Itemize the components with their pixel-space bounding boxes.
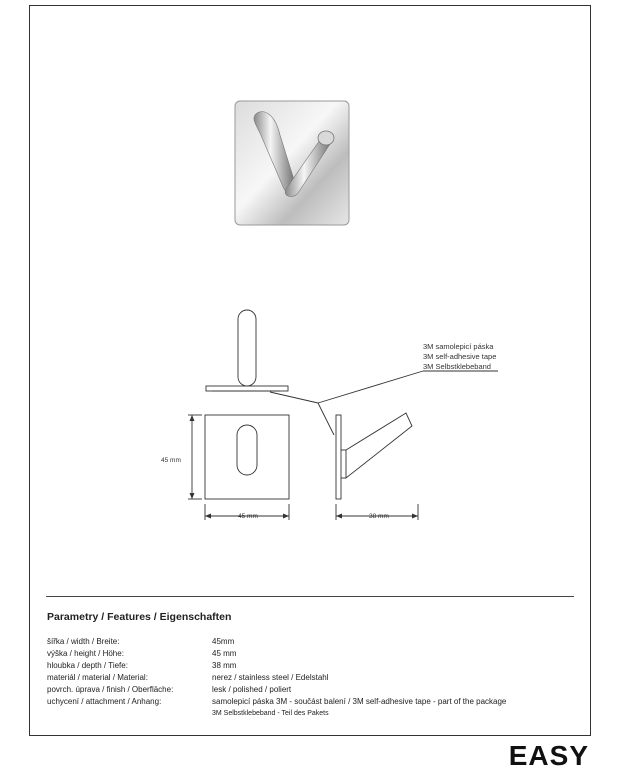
feature-value-finish: lesk / polished / poliert [212, 685, 292, 694]
tape-label-en: 3M self-adhesive tape [423, 352, 497, 361]
tape-label-de: 3M Selbstklebeband [423, 362, 491, 371]
plate-top-view [206, 386, 288, 391]
feature-value-height: 45 mm [212, 649, 237, 658]
section-divider [46, 596, 574, 597]
dim-width-label: 45 mm [238, 513, 258, 520]
feature-value-material: nerez / stainless steel / Edelstahl [212, 673, 329, 682]
feature-label-material: materiál / material / Material: [47, 673, 148, 682]
plate-side-view [336, 415, 341, 499]
feature-label-finish: povrch. úprava / finish / Oberfläche: [47, 685, 174, 694]
feature-value-width: 45mm [212, 637, 235, 646]
features-title: Parametry / Features / Eigenschaften [47, 611, 232, 623]
dim-depth-label: 38 mm [369, 513, 389, 520]
feature-value-depth: 38 mm [212, 661, 237, 670]
plate-front-view [205, 415, 289, 499]
hook-front-view [237, 425, 257, 475]
feature-label-height: výška / height / Höhe: [47, 649, 124, 658]
technical-drawing [150, 300, 510, 540]
feature-value-attachment: samolepicí páska 3M - součást balení / 3M self-adhesive tape - part of the package [212, 697, 507, 706]
feature-label-depth: hloubka / depth / Tiefe: [47, 661, 128, 670]
dim-height-label: 45 mm [161, 457, 181, 464]
brand-logo: EASY [508, 740, 589, 771]
product-photo [200, 85, 380, 245]
feature-label-width: šířka / width / Breite: [47, 637, 120, 646]
hook-side-view [346, 413, 412, 478]
feature-value-attachment-de: 3M Selbstklebeband - Teil des Pakets [212, 710, 329, 717]
tape-label-cz: 3M samolepicí páska [423, 342, 494, 351]
hook-pin-top-view [238, 310, 256, 386]
feature-label-attachment: uchycení / attachment / Anhang: [47, 697, 162, 706]
